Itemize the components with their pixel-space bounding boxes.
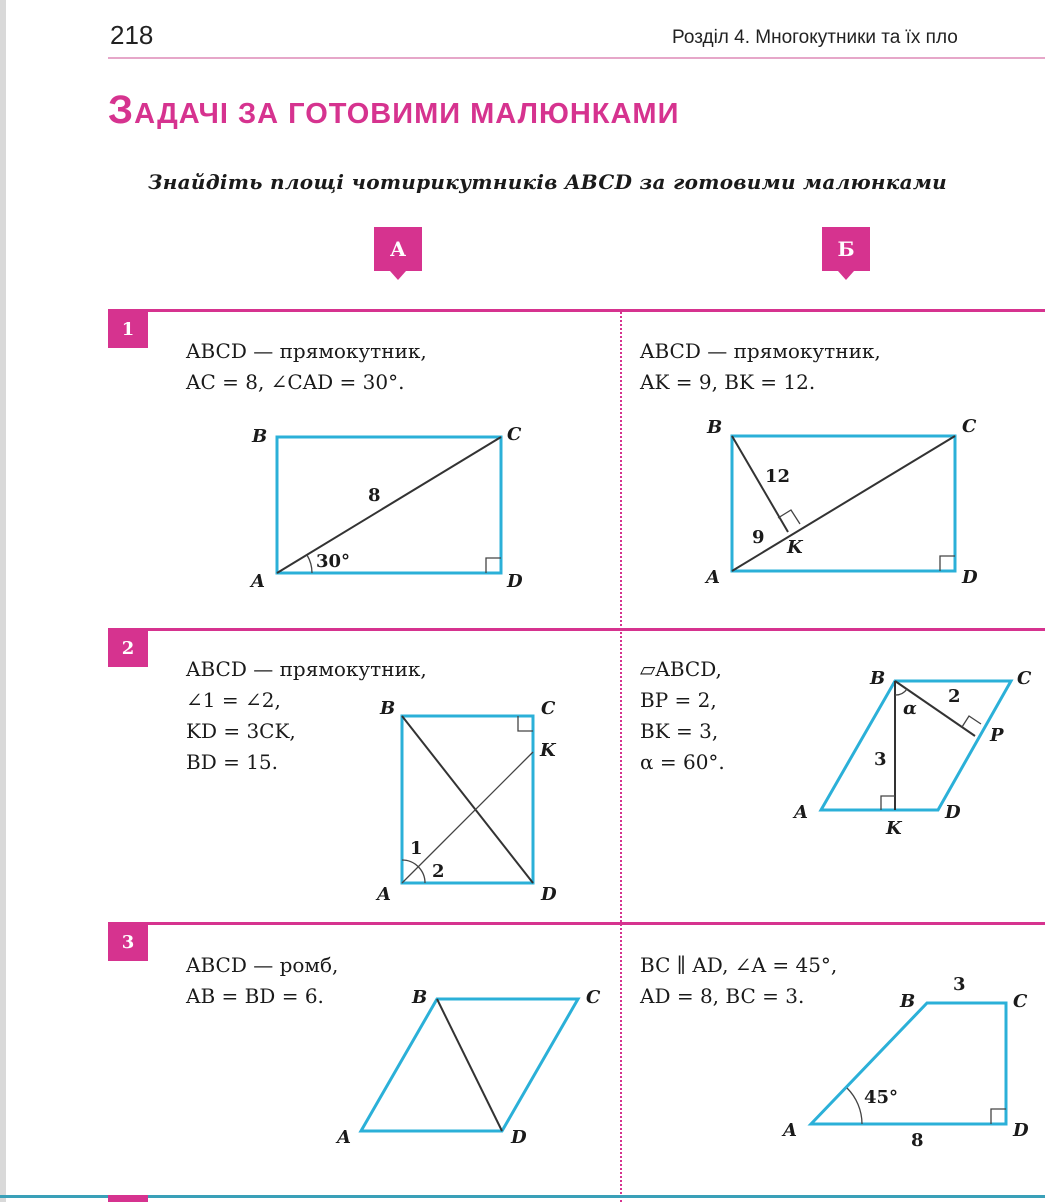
problem-line: ABCD — прямокутник,	[640, 339, 881, 363]
row-number-1: 1	[108, 312, 148, 348]
instruction: Знайдіть площі чотирикутників ABCD за готовими малюнками	[148, 170, 948, 194]
problem-line: ABCD — прямокутник,	[186, 657, 427, 681]
right-angle-mark	[962, 716, 981, 727]
point-label: K	[540, 740, 556, 761]
figure-2b	[792, 668, 1032, 839]
angle-arc	[307, 555, 312, 573]
vertex-label: D	[1013, 1120, 1029, 1141]
problem-line: AK = 9, BK = 12.	[640, 370, 816, 394]
vertex-label: A	[706, 567, 720, 588]
page-number: 218	[110, 20, 154, 50]
diagonal-bd	[437, 999, 502, 1131]
right-angle-mark	[518, 716, 533, 731]
problem-line: ABCD — прямокутник,	[186, 339, 427, 363]
section-title-initial: З	[108, 88, 135, 132]
right-angle-mark	[486, 558, 501, 573]
column-tag-b: Б	[822, 227, 870, 271]
problem-line: AC = 8, ∠CAD = 30°.	[186, 370, 405, 394]
figure-1a	[249, 424, 523, 592]
bisector-ak	[402, 752, 533, 883]
problem-line: ∠1 = ∠2,	[186, 688, 281, 712]
trapezoid-abcd	[811, 1003, 1006, 1124]
vertex-label: C	[1017, 668, 1032, 689]
vertex-label: C	[1013, 991, 1028, 1012]
point-label: K	[787, 537, 803, 558]
vertex-label: A	[251, 571, 265, 592]
vertex-label: D	[511, 1127, 527, 1148]
problem-line: ▱ABCD,	[640, 657, 722, 681]
running-head: Розділ 4. Многокутники та їх пло	[672, 27, 958, 48]
right-angle-mark	[940, 556, 955, 571]
section-title-rest: АДАЧІ ЗА ГОТОВИМИ МАЛЮНКАМИ	[134, 98, 680, 130]
segment-label: 9	[752, 527, 765, 548]
diagonal-ac	[277, 437, 501, 573]
vertex-label: B	[380, 698, 396, 719]
problem-line: BK = 3,	[640, 719, 719, 743]
column-tag-a: А	[374, 227, 422, 271]
problem-line: α = 60°.	[640, 750, 725, 774]
vertex-label: B	[900, 991, 916, 1012]
vertex-label: C	[962, 416, 977, 437]
segment-label: 12	[765, 466, 791, 487]
bottom-rule	[0, 1195, 1045, 1198]
angle-arc	[847, 1088, 862, 1124]
angle-label: 2	[432, 861, 445, 882]
side-label: 3	[953, 974, 966, 995]
vertex-label: A	[377, 884, 391, 905]
bottom-row-marker	[108, 1195, 148, 1202]
figure-1b	[704, 416, 978, 588]
vertex-label: A	[794, 802, 808, 823]
point-label: P	[990, 725, 1004, 746]
vertex-label: C	[541, 698, 556, 719]
problem-line: AD = 8, BC = 3.	[640, 984, 805, 1008]
row-number-3: 3	[108, 925, 148, 961]
problem-line: BD = 15.	[186, 750, 279, 774]
vertex-label: B	[252, 426, 268, 447]
vertex-label: D	[945, 802, 961, 823]
vertex-label: A	[337, 1127, 351, 1148]
right-angle-mark	[881, 796, 895, 810]
vertex-label: C	[586, 987, 601, 1008]
figure-3a	[335, 987, 601, 1148]
angle-label: α	[903, 698, 917, 719]
point-label: K	[886, 818, 902, 839]
angle-label: 45°	[864, 1087, 899, 1108]
vertex-label: D	[541, 884, 557, 905]
vertex-label: B	[707, 417, 723, 438]
vertex-label: C	[507, 424, 522, 445]
vertex-label: D	[962, 567, 978, 588]
segment-label: 2	[948, 686, 961, 707]
vertex-label: D	[507, 571, 523, 592]
problem-line: KD = 3CK,	[186, 719, 296, 743]
vertex-label: B	[412, 987, 428, 1008]
right-angle-mark	[991, 1109, 1006, 1124]
angle-label: 30°	[316, 551, 351, 572]
problem-line: BP = 2,	[640, 688, 717, 712]
vertex-label: A	[783, 1120, 797, 1141]
figure-2a	[375, 698, 557, 905]
diagonal-ac	[732, 436, 955, 571]
problem-line: ABCD — ромб,	[186, 953, 339, 977]
side-label: 8	[911, 1130, 924, 1151]
vertex-label: B	[870, 668, 886, 689]
angle-arc	[895, 689, 907, 695]
segment-label: 3	[874, 749, 887, 770]
row-number-2: 2	[108, 631, 148, 667]
problem-line: BC ∥ AD, ∠A = 45°,	[640, 953, 838, 977]
figure-3b	[781, 974, 1029, 1151]
problem-line: AB = BD = 6.	[186, 984, 324, 1008]
angle-label: 1	[410, 838, 423, 859]
side-label: 8	[368, 485, 381, 506]
